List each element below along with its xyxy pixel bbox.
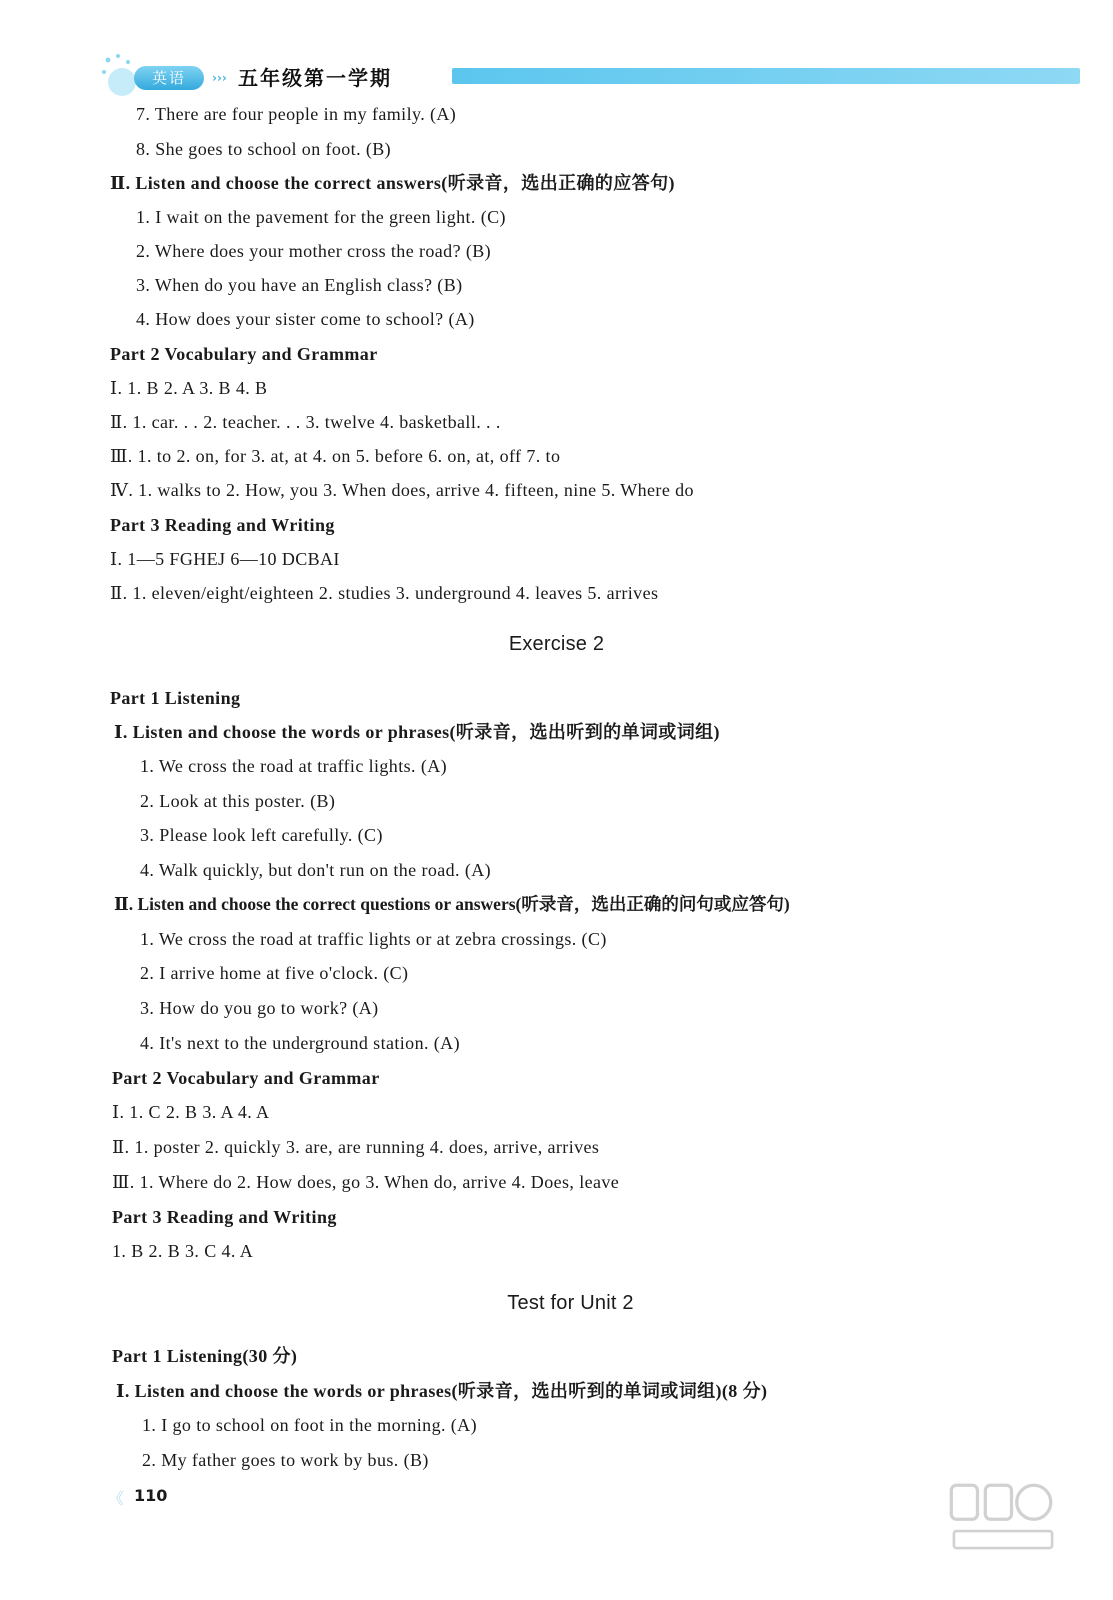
- answer-line: 8. She goes to school on foot. (B): [136, 139, 392, 159]
- exercise-title: Exercise 2: [508, 633, 605, 655]
- answer-line: 2. My father goes to work by bus. (B): [142, 1450, 429, 1470]
- answer-line: 4. It's next to the underground station. (A): [140, 1033, 460, 1053]
- answer-line: 1. I wait on the pavement for the green light. (C): [136, 207, 506, 227]
- answer-line: 7. There are four people in my family. (A): [136, 104, 457, 124]
- test-title: Test for Unit 2: [507, 1292, 634, 1314]
- part-heading: Part 1 Listening: [110, 688, 241, 708]
- section-heading: Ⅰ. Listen and choose the words or phrases(听录音，选出听到的单词或词组)(8 分): [116, 1381, 768, 1401]
- answer-line: 4. Walk quickly, but don't run on the road. (A): [140, 860, 492, 880]
- answer-line: 4. How does your sister come to school? (A): [136, 309, 475, 329]
- answer-line: Ⅰ. 1—5 FGHEJ 6—10 DCBAI: [110, 549, 340, 569]
- answer-line: 2. Look at this poster. (B): [140, 791, 336, 811]
- answer-line: 1. We cross the road at traffic lights or at zebra crossings. (C): [140, 929, 607, 949]
- grade-semester-title: 五年级第一学期: [238, 66, 392, 90]
- answer-line: Ⅲ. 1. Where do 2. How does, go 3. When do, arrive 4. Does, leave: [112, 1172, 620, 1192]
- section-heading: Ⅱ. Listen and choose the correct questions or answers(听录音，选出正确的问句或应答句): [114, 894, 790, 914]
- answer-line: Ⅳ. 1. walks to 2. How, you 3. When does, arrive 4. fifteen, nine 5. Where do: [110, 480, 694, 500]
- answer-line: 1. We cross the road at traffic lights. (A): [140, 756, 448, 776]
- answer-line: Ⅱ. 1. poster 2. quickly 3. are, are running 4. does, arrive, arrives: [112, 1137, 600, 1157]
- answer-line: Ⅱ. 1. car. . . 2. teacher. . . 3. twelve 4. basketball. . .: [110, 412, 501, 432]
- answer-line: Ⅱ. 1. eleven/eight/eighteen 2. studies 3. underground 4. leaves 5. arrives: [110, 583, 659, 603]
- header-arrows: ›››: [212, 71, 227, 85]
- answer-line: 1. I go to school on foot in the morning. (A): [142, 1415, 477, 1435]
- answer-line: 2. I arrive home at five o'clock. (C): [140, 963, 409, 983]
- part-heading: Part 3 Reading and Writing: [110, 515, 335, 535]
- header-bar: [452, 68, 1080, 84]
- answer-line: 3. How do you go to work? (A): [140, 998, 379, 1018]
- answer-line: 3. Please look left carefully. (C): [140, 825, 383, 845]
- answer-line: Ⅰ. 1. C 2. B 3. A 4. A: [112, 1102, 270, 1122]
- part-heading: Part 3 Reading and Writing: [112, 1207, 337, 1227]
- section-heading: Ⅰ. Listen and choose the words or phrases(听录音，选出听到的单词或词组): [114, 722, 720, 742]
- page-number: 110: [134, 1486, 168, 1505]
- answer-line: Ⅰ. 1. B 2. A 3. B 4. B: [110, 378, 268, 398]
- answer-line: 1. B 2. B 3. C 4. A: [112, 1241, 254, 1261]
- watermark-logo: [918, 1480, 1088, 1552]
- answer-line: 2. Where does your mother cross the road? (B): [136, 241, 492, 261]
- part-heading: Part 1 Listening(30 分): [112, 1346, 298, 1366]
- answer-line: 3. When do you have an English class? (B): [136, 275, 463, 295]
- page-header: [100, 52, 1080, 98]
- part-heading: Part 2 Vocabulary and Grammar: [112, 1068, 380, 1088]
- watermark: [918, 1480, 1088, 1590]
- footer-arrows: 《: [108, 1489, 125, 1508]
- part-heading: Part 2 Vocabulary and Grammar: [110, 344, 378, 364]
- section-heading: Ⅱ. Listen and choose the correct answers(听录音，选出正确的应答句): [110, 173, 675, 193]
- subject-badge: [134, 66, 204, 90]
- answer-line: Ⅲ. 1. to 2. on, for 3. at, at 4. on 5. before 6. on, at, off 7. to: [110, 446, 561, 466]
- subject-label: 英语: [151, 69, 186, 87]
